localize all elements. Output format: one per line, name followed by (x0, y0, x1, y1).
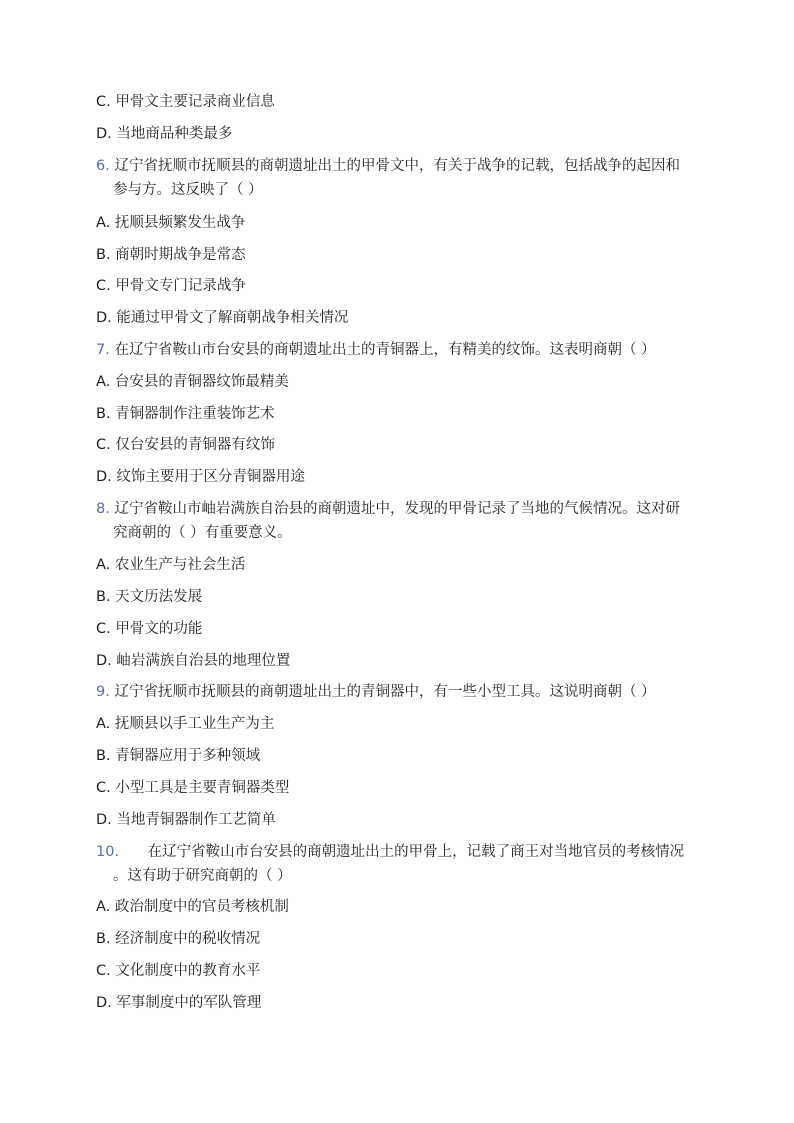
question-number: 7. (96, 342, 110, 358)
option-c-prev: C. 甲骨文主要记录商业信息 (96, 94, 275, 110)
q8-option-a: A. 农业生产与社会生活 (96, 557, 246, 573)
question-text: 在辽宁省鞍山市台安县的商朝遗址出土的甲骨上，记载了商王对当地官员的考核情况 (147, 844, 685, 860)
question-10-continued: 。这有助于研究商朝的（ ） (113, 868, 292, 884)
question-6-continued: 参与方。这反映了（ ） (113, 182, 263, 198)
question-8 (96, 499, 680, 519)
question-number: 10. (96, 844, 120, 860)
q10-option-d: D. 军事制度中的军队管理 (96, 995, 262, 1011)
q7-option-b: B. 青铜器制作注重装饰艺术 (96, 406, 275, 422)
q7-option-a: A. 台安县的青铜器纹饰最精美 (96, 374, 289, 390)
q8-option-d: D. 岫岩满族自治县的地理位置 (96, 653, 291, 669)
question-text: 辽宁省鞍山市岫岩满族自治县的商朝遗址中，发现的甲骨记录了当地的气候情况。这对研 (114, 501, 680, 517)
question-number: 6. (96, 158, 110, 174)
question-8-continued: 究商朝的（ ）有重要意义。 (113, 525, 292, 541)
question-6 (96, 156, 680, 176)
q7-option-c: C. 仅台安县的青铜器有纹饰 (96, 437, 275, 453)
q9-option-d: D. 当地青铜器制作工艺简单 (96, 812, 276, 828)
q10-option-a: A. 政治制度中的官员考核机制 (96, 899, 289, 915)
q6-option-c: C. 甲骨文专门记录战争 (96, 278, 246, 294)
question-number: 8. (96, 501, 110, 517)
option-d-prev: D. 当地商品种类最多 (96, 126, 233, 142)
question-10 (96, 842, 684, 862)
question-number: 9. (96, 684, 110, 700)
q7-option-d: D. 纹饰主要用于区分青铜器用途 (96, 469, 305, 485)
question-7 (96, 340, 656, 360)
q6-option-a: A. 抚顺县频繁发生战争 (96, 215, 246, 231)
q8-option-b: B. 天文历法发展 (96, 589, 203, 605)
question-text: 在辽宁省鞍山市台安县的商朝遗址出土的青铜器上，有精美的纹饰。这表明商朝（ ） (114, 342, 656, 358)
q6-option-d: D. 能通过甲骨文了解商朝战争相关情况 (96, 310, 349, 326)
q9-option-b: B. 青铜器应用于多种领域 (96, 748, 261, 764)
q6-option-b: B. 商朝时期战争是常态 (96, 247, 246, 263)
q8-option-c: C. 甲骨文的功能 (96, 621, 203, 637)
q10-option-c: C. 文化制度中的教育水平 (96, 963, 261, 979)
q10-option-b: B. 经济制度中的税收情况 (96, 931, 261, 947)
question-text: 辽宁省抚顺市抚顺县的商朝遗址出土的青铜器中，有一些小型工具。这说明商朝（ ） (114, 684, 656, 700)
q9-option-a: A. 抚顺县以手工业生产为主 (96, 716, 275, 732)
q9-option-c: C. 小型工具是主要青铜器类型 (96, 780, 290, 796)
question-9 (96, 682, 656, 702)
question-text: 辽宁省抚顺市抚顺县的商朝遗址出土的甲骨文中，有关于战争的记载，包括战争的起因和 (114, 158, 680, 174)
